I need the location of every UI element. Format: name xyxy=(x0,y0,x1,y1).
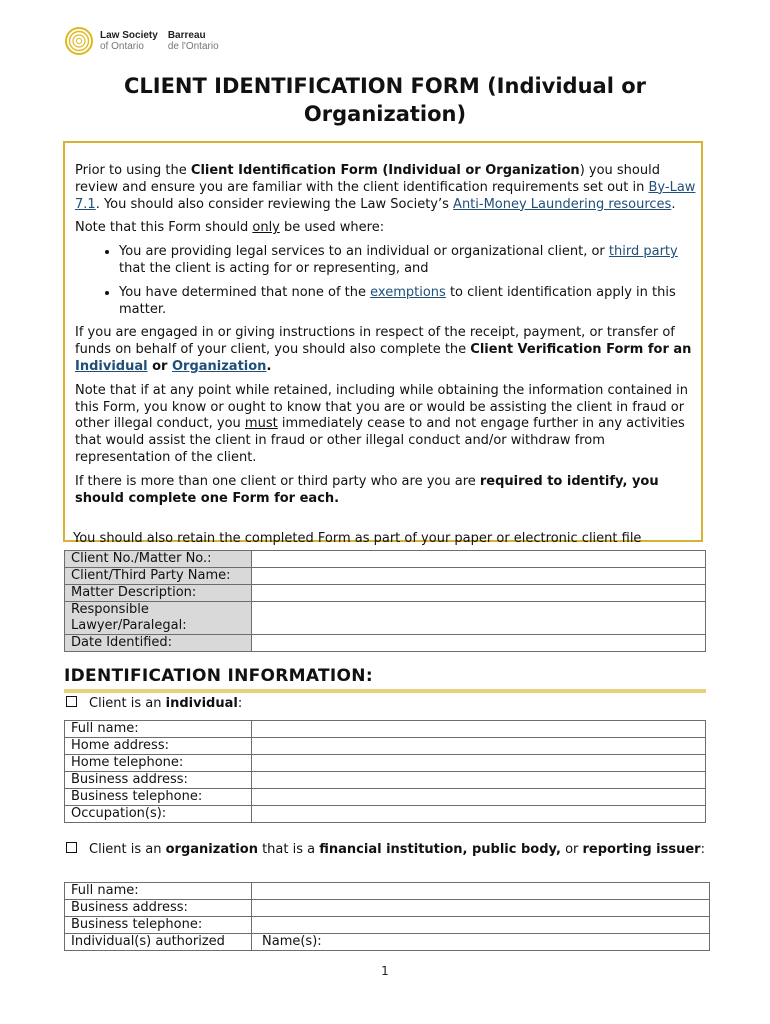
table-row xyxy=(65,772,706,789)
table-row xyxy=(65,917,710,934)
client-matter-number-label: Client No./Matter No.: xyxy=(65,551,252,568)
table-row xyxy=(65,721,706,738)
individual-form-link[interactable]: Individual xyxy=(75,358,148,374)
anti-money-laundering-link[interactable]: Anti-Money Laundering resources xyxy=(453,196,672,212)
bylaw-7-1-link[interactable]: By-Law 7.1 xyxy=(75,179,696,212)
instructions-paragraph-2: Note that this Form should only be used where: xyxy=(75,220,385,236)
list-item: • You have determined that none of the exemptions to client identification apply in this matter. xyxy=(119,285,701,319)
matter-description-label: Matter Description: xyxy=(65,585,252,602)
business-telephone-field[interactable] xyxy=(252,789,706,806)
law-society-logo xyxy=(64,26,219,56)
identification-information-heading: IDENTIFICATION INFORMATION: xyxy=(64,666,706,693)
list-item: • You are providing legal services to an individual or organizational client, or third party that the client is acting for or representing, and xyxy=(119,244,701,278)
organization-client-option[interactable]: Client is an organization that is a financial institution, public body, or reporting issuer: xyxy=(64,842,706,858)
table-row xyxy=(65,934,710,951)
table-row xyxy=(65,602,706,635)
instructions-paragraph-1: Prior to using the Client Identification Form (Individual or Organization) you should review and ensure you are familiar with the client identification requirements set out in By-Law 7.1. You should also consider reviewing the Law Society’s Anti-Money Laundering resources. xyxy=(75,163,696,212)
exemptions-link[interactable]: exemptions xyxy=(370,284,446,300)
third-party-link[interactable]: third party xyxy=(608,244,678,260)
responsible-lawyer-label: Responsible Lawyer/Paralegal: xyxy=(65,602,252,635)
date-identified-field[interactable] xyxy=(252,635,706,652)
instructions-paragraph-5: If there is more than one client or third party who are you are required to identify, you should complete one Form for each. xyxy=(75,473,659,506)
table-row xyxy=(65,568,706,585)
individual-details-table xyxy=(64,720,706,823)
org-business-telephone-field[interactable] xyxy=(252,917,710,934)
individual-client-option[interactable]: Client is an individual: xyxy=(64,696,706,712)
organization-form-link[interactable]: Organization xyxy=(171,358,267,374)
client-name-label: Client/Third Party Name: xyxy=(65,568,252,585)
instructions-paragraph-3: If you are engaged in or giving instructions in respect of the receipt, payment, or transfer of funds on behalf of your client, you should also complete the Client Verification Form for an Individual or Organization. xyxy=(75,325,692,374)
business-address-label: Business address: xyxy=(65,772,252,789)
instructions-box xyxy=(63,141,703,542)
instructions-paragraph-6: You should also retain the completed Form as part of your paper or electronic client file xyxy=(73,531,642,546)
table-row xyxy=(65,900,710,917)
date-identified-label: Date Identified: xyxy=(65,635,252,652)
org-business-address-label: Business address: xyxy=(65,900,252,917)
org-full-name-field[interactable] xyxy=(252,883,710,900)
org-business-telephone-label: Business telephone: xyxy=(65,917,252,934)
client-matter-number-field[interactable] xyxy=(252,551,706,568)
logo-french-line2: de l'Ontario xyxy=(167,41,219,52)
table-row xyxy=(65,806,706,823)
table-row xyxy=(65,755,706,772)
individual-checkbox[interactable] xyxy=(66,696,77,707)
occupation-field[interactable] xyxy=(252,806,706,823)
page-number: 1 xyxy=(381,964,389,978)
occupation-label: Occupation(s): xyxy=(65,806,252,823)
business-telephone-label: Business telephone: xyxy=(65,789,252,806)
table-row xyxy=(65,635,706,652)
home-address-field[interactable] xyxy=(252,738,706,755)
authorized-individuals-label: Individual(s) authorized xyxy=(65,934,252,951)
table-row xyxy=(65,789,706,806)
responsible-lawyer-field[interactable] xyxy=(252,602,706,635)
full-name-field[interactable] xyxy=(252,721,706,738)
org-business-address-field[interactable] xyxy=(252,900,710,917)
organization-checkbox[interactable] xyxy=(66,842,77,853)
full-name-label: Full name: xyxy=(65,721,252,738)
matter-details-table xyxy=(64,550,706,652)
client-name-field[interactable] xyxy=(252,568,706,585)
logo-english-line2: of Ontario xyxy=(100,41,144,52)
home-telephone-field[interactable] xyxy=(252,755,706,772)
table-row xyxy=(65,883,710,900)
matter-description-field[interactable] xyxy=(252,585,706,602)
table-row xyxy=(65,738,706,755)
instructions-paragraph-4: Note that if at any point while retained, including while obtaining the information contained in this Form, you know or ought to know that you are or would be assisting the client in fraud or other illegal conduct, you must immediately cease to and not engage further in any activities that would assist the client in fraud or other illegal conduct and/or withdraw from representation of the client. xyxy=(75,382,689,465)
table-row xyxy=(65,551,706,568)
org-full-name-label: Full name: xyxy=(65,883,252,900)
logo-english-line1: Law Society xyxy=(100,30,158,41)
table-row xyxy=(65,585,706,602)
form-title: CLIENT IDENTIFICATION FORM (Individual or Organization) xyxy=(123,74,647,126)
home-telephone-label: Home telephone: xyxy=(65,755,252,772)
law-society-emblem-icon xyxy=(64,26,94,56)
home-address-label: Home address: xyxy=(65,738,252,755)
organization-details-table xyxy=(64,882,710,951)
business-address-field[interactable] xyxy=(252,772,706,789)
authorized-names-field[interactable]: Name(s): xyxy=(252,934,710,951)
conditions-list xyxy=(75,244,701,318)
logo-french-line1: Barreau xyxy=(167,30,206,41)
